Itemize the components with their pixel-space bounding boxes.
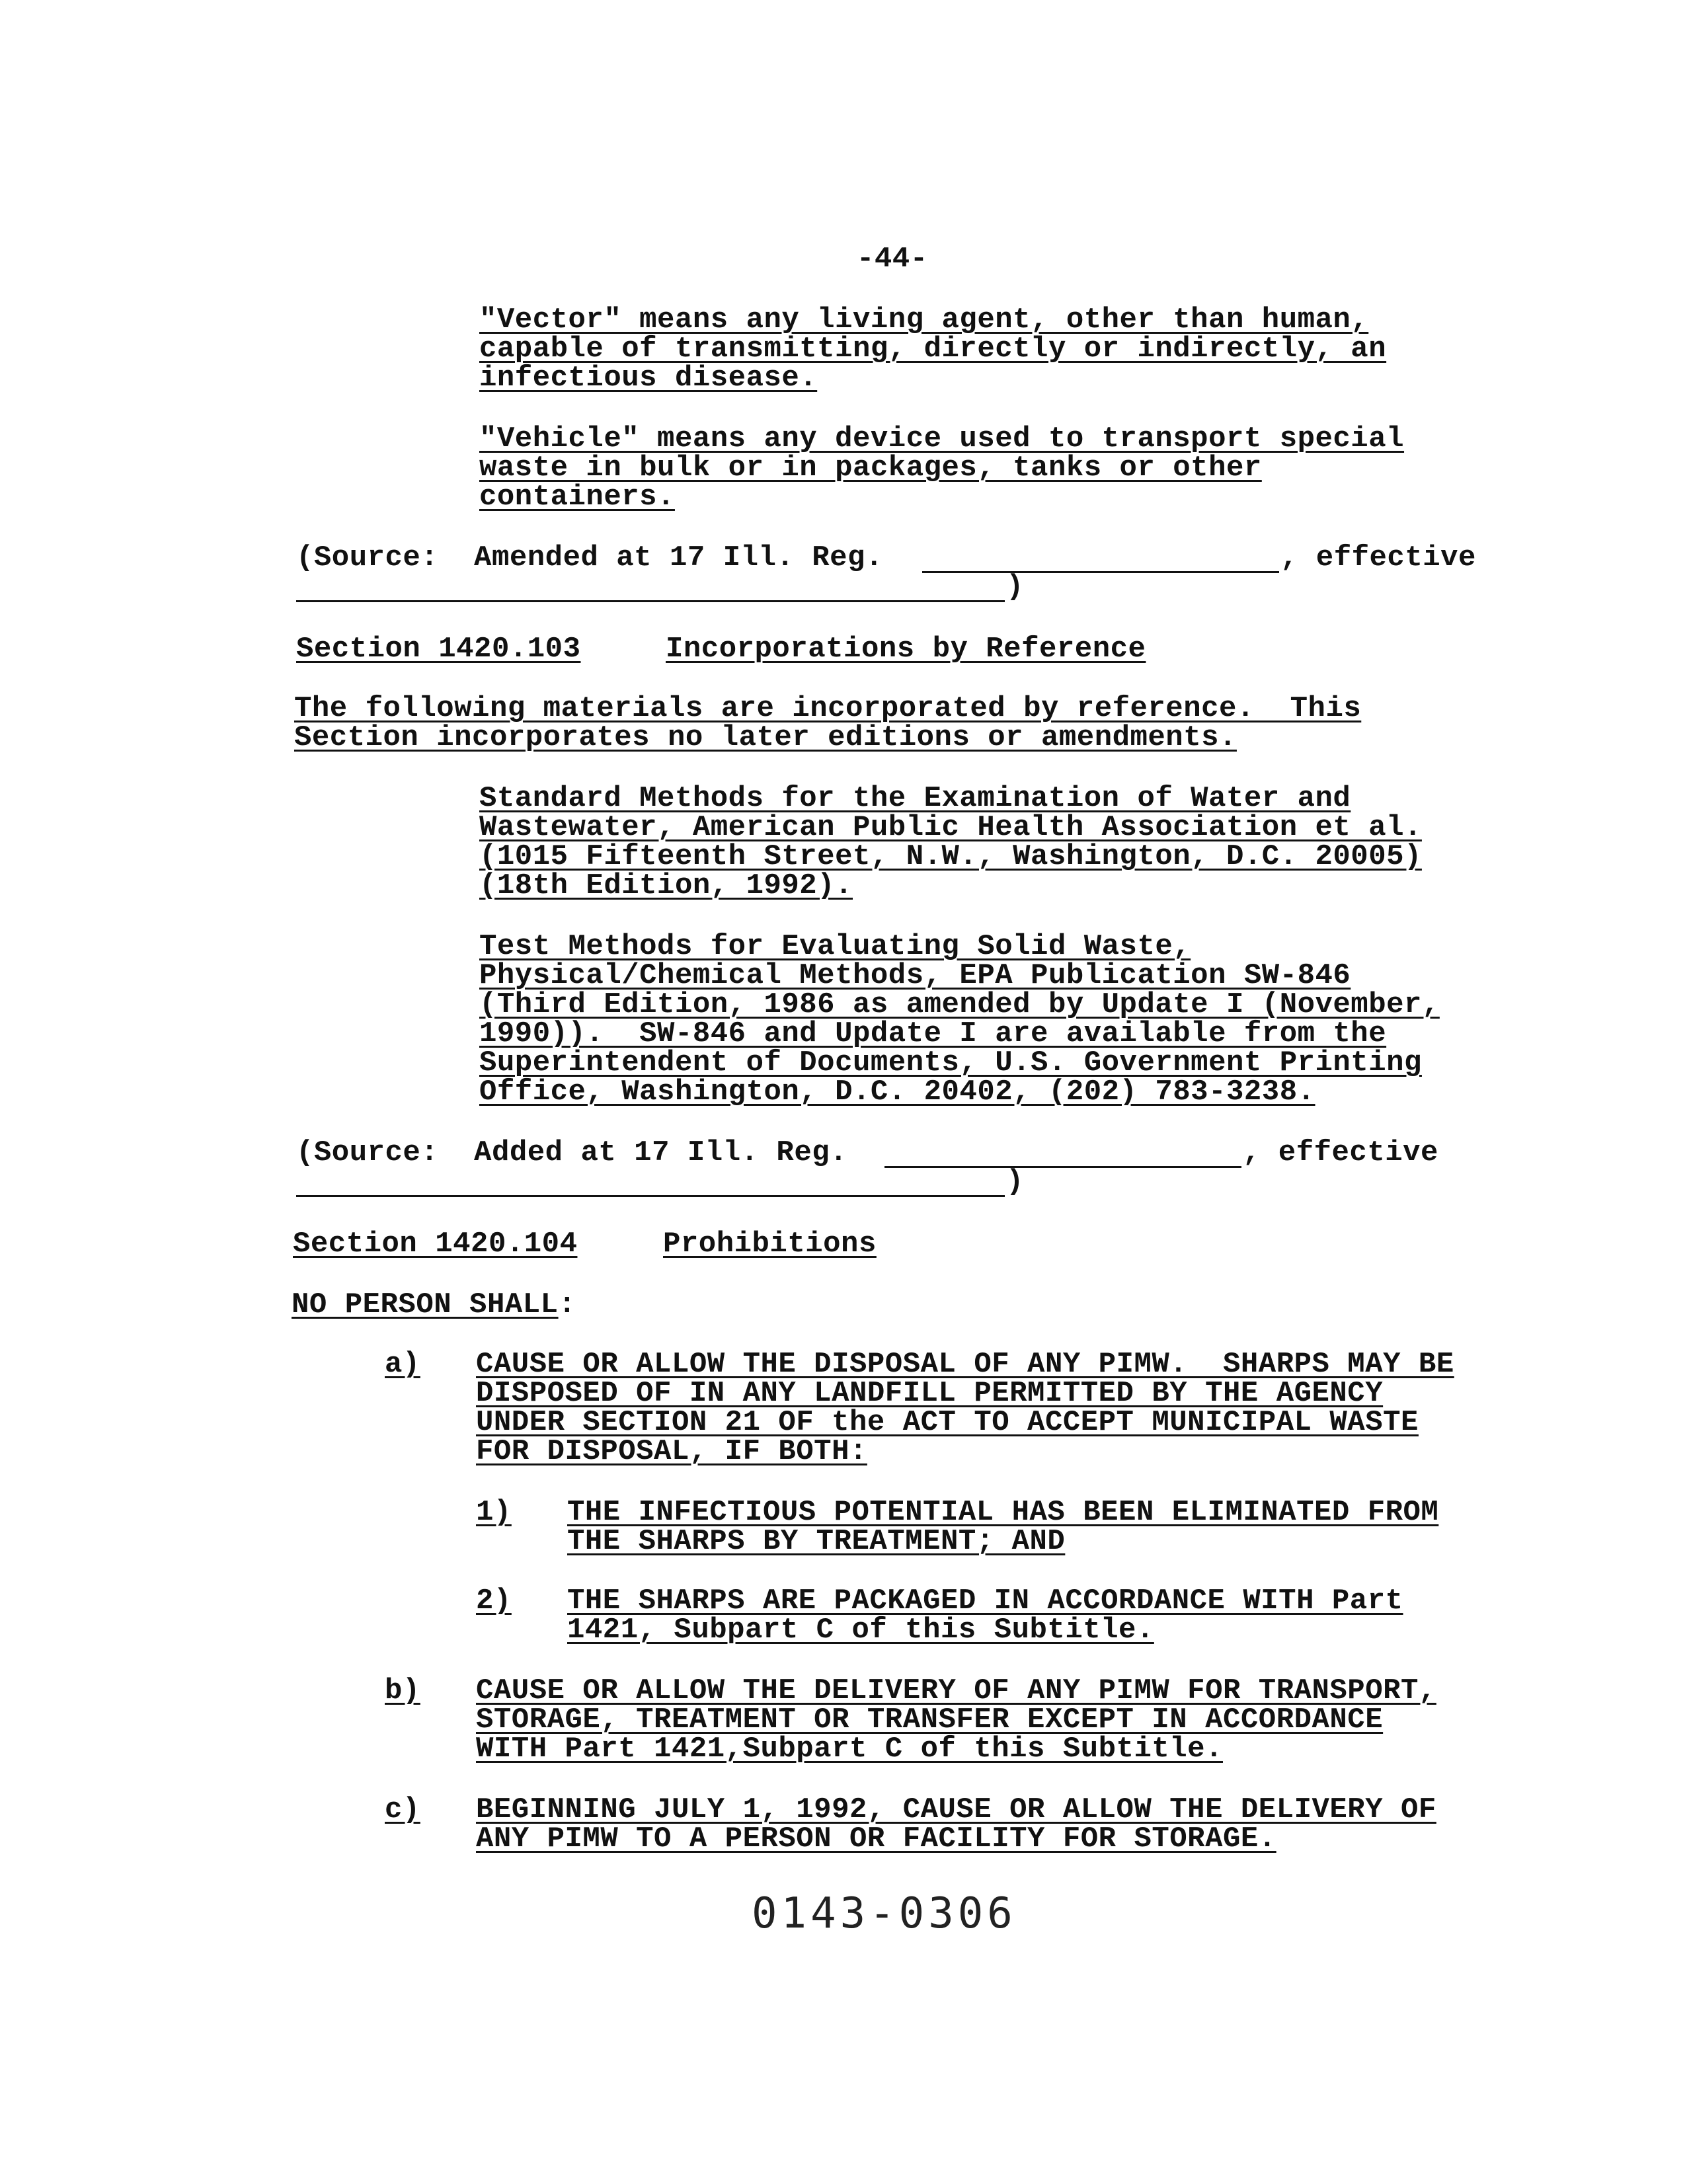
item-b-line: CAUSE OR ALLOW THE DELIVERY OF ANY PIMW FOR TRANSPORT, [476, 1674, 1436, 1707]
item-c-line: ANY PIMW TO A PERSON OR FACILITY FOR STORAGE. [476, 1822, 1276, 1855]
item-b-line: STORAGE, TREATMENT OR TRANSFER EXCEPT IN ACCORDANCE [476, 1703, 1384, 1736]
source-note-close: ) [1006, 1165, 1024, 1198]
reference-standard-methods-line: Wastewater, American Public Health Association et al. [479, 811, 1422, 844]
definition-vector-line: "Vector" means any living agent, other than human, [479, 303, 1369, 336]
prohibition-lead-text: NO PERSON SHALL [292, 1288, 559, 1321]
item-b-line: WITH Part 1421,Subpart C of this Subtitle. [476, 1733, 1223, 1766]
definition-vector-line: capable of transmitting, directly or indirectly, an [479, 332, 1387, 366]
reference-test-methods-line: Office, Washington, D.C. 20402, (202) 783-3238. [479, 1075, 1315, 1109]
definition-vehicle-line: waste in bulk or in packages, tanks or other [479, 451, 1262, 485]
source-note-prefix: (Source: Added at 17 Ill. Reg. [296, 1136, 848, 1169]
item-a-line: DISPOSED OF IN ANY LANDFILL PERMITTED BY THE AGENCY [476, 1377, 1384, 1410]
source-note-effective: , effective [1243, 1136, 1438, 1169]
source-register-blank [922, 571, 1279, 573]
reference-test-methods-line: (Third Edition, 1986 as amended by Update I (November, [479, 988, 1440, 1021]
section-title: Incorporations by Reference [666, 633, 1146, 666]
subitem-label: 1) [476, 1496, 512, 1529]
section-intro-line: Section incorporates no later editions or amendments. [294, 721, 1237, 754]
source-register-blank [884, 1166, 1241, 1168]
definition-vehicle-line: "Vehicle" means any device used to transport special [479, 422, 1405, 455]
source-note-effective: , effective [1280, 541, 1476, 574]
definition-vector-line: infectious disease. [479, 362, 818, 395]
source-note-close: ) [1006, 570, 1024, 604]
item-label: b) [385, 1674, 420, 1707]
section-title: Prohibitions [663, 1228, 877, 1261]
item-label: c) [385, 1793, 420, 1826]
item-a-line: FOR DISPOSAL, IF BOTH: [476, 1435, 867, 1468]
page-number: -44- [857, 243, 928, 276]
section-intro-line: The following materials are incorporated by reference. This [294, 692, 1362, 725]
subitem-1-line: THE SHARPS BY TREATMENT; AND [567, 1525, 1066, 1558]
reference-standard-methods-line: Standard Methods for the Examination of Water and [479, 782, 1351, 815]
reference-test-methods-line: 1990)). SW-846 and Update I are available from the [479, 1017, 1387, 1050]
subitem-2-line: THE SHARPS ARE PACKAGED IN ACCORDANCE WITH Part [567, 1584, 1403, 1618]
reference-standard-methods-line: (18th Edition, 1992). [479, 869, 853, 902]
section-number: Section 1420.104 [293, 1228, 578, 1261]
section-number: Section 1420.103 [296, 633, 581, 666]
reference-test-methods-line: Test Methods for Evaluating Solid Waste, [479, 930, 1191, 963]
source-effective-blank [296, 600, 1005, 602]
subitem-label: 2) [476, 1584, 512, 1618]
item-a-line: CAUSE OR ALLOW THE DISPOSAL OF ANY PIMW. SHARPS MAY BE [476, 1348, 1454, 1381]
source-note-prefix: (Source: Amended at 17 Ill. Reg. [296, 541, 883, 574]
definition-vehicle-line: containers. [479, 481, 675, 514]
reference-standard-methods-line: (1015 Fifteenth Street, N.W., Washington, D.C. 20005) [479, 840, 1422, 873]
subitem-1-line: THE INFECTIOUS POTENTIAL HAS BEEN ELIMINATED FROM [567, 1496, 1439, 1529]
prohibition-lead [292, 1290, 576, 1319]
item-c-line: BEGINNING JULY 1, 1992, CAUSE OR ALLOW THE DELIVERY OF [476, 1793, 1436, 1826]
document-id-stamp: 0143-0306 [752, 1889, 1017, 1938]
reference-test-methods-line: Physical/Chemical Methods, EPA Publication SW-846 [479, 959, 1351, 992]
source-effective-blank [296, 1195, 1005, 1197]
subitem-2-line: 1421, Subpart C of this Subtitle. [567, 1614, 1154, 1647]
item-a-line: UNDER SECTION 21 OF the ACT TO ACCEPT MUNICIPAL WASTE [476, 1406, 1419, 1439]
item-label: a) [385, 1348, 420, 1381]
prohibition-lead-colon: : [558, 1288, 576, 1321]
reference-test-methods-line: Superintendent of Documents, U.S. Government Printing [479, 1046, 1422, 1079]
